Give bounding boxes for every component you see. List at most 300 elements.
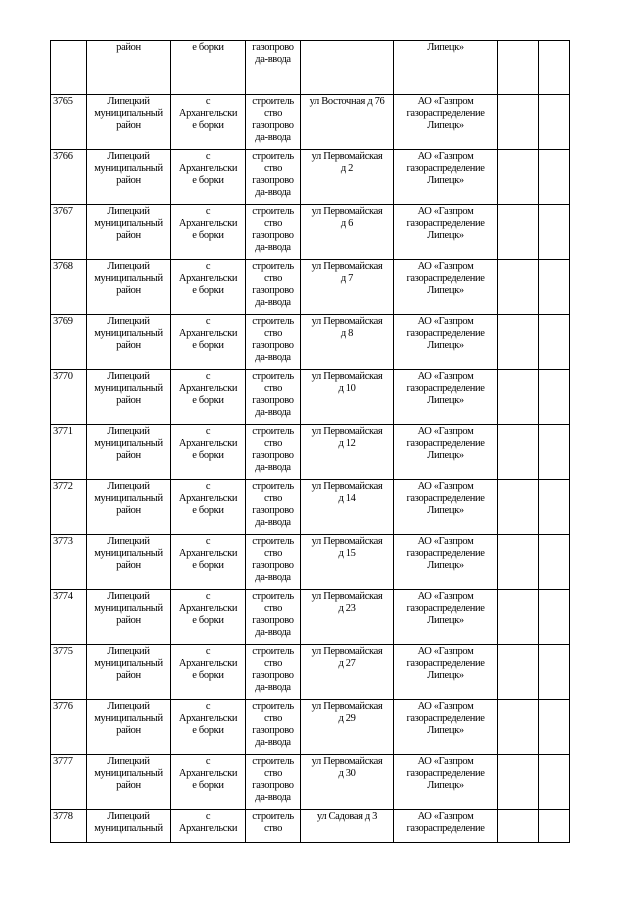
table-row	[51, 755, 570, 810]
cell-district	[87, 755, 171, 810]
cell-text-line: Архангельски	[178, 383, 238, 394]
cell-number: 3775	[51, 645, 87, 700]
cell-number: 3778	[51, 810, 87, 843]
cell-empty	[498, 370, 539, 425]
cell-text-line: Архангельски	[178, 328, 238, 339]
cell-empty	[539, 315, 570, 370]
cell-locality	[171, 645, 246, 700]
cell-text-line: ул Садовая д 3	[316, 811, 378, 822]
table-row	[51, 590, 570, 645]
cell-address	[301, 810, 394, 843]
cell-text-line: Архангельски	[178, 548, 238, 559]
cell-text-line: АО «Газпром	[417, 591, 474, 602]
cell-number	[51, 41, 87, 95]
cell-text-line: ул Первомайская	[311, 426, 383, 437]
cell-text-line: газораспределение	[406, 108, 485, 119]
cell-text-line: ство	[264, 713, 282, 724]
cell-text-line: строитель	[252, 591, 294, 602]
cell-text-line: ул Первомайская	[311, 646, 383, 657]
cell-organization	[394, 810, 498, 843]
cell-district	[87, 95, 171, 150]
cell-text-line: д 8	[340, 328, 354, 339]
cell-text-line: е борки	[192, 450, 224, 461]
cell-text-line: муниципальный	[94, 108, 163, 119]
cell-text-line: газопрово	[252, 120, 294, 131]
cell-text-line: ул Первомайская	[311, 756, 383, 767]
cell-text-line: с	[205, 701, 211, 712]
cell-text-line: ство	[264, 823, 282, 834]
cell-organization	[394, 425, 498, 480]
cell-text-line: муниципальный	[94, 438, 163, 449]
cell-text-line: ство	[264, 383, 282, 394]
cell-text-line: газораспределение	[406, 383, 485, 394]
cell-text-line: АО «Газпром	[417, 261, 474, 272]
cell-locality	[171, 95, 246, 150]
cell-text-line: ул Первомайская	[311, 701, 383, 712]
cell-text-line: Липецкий	[107, 96, 150, 107]
cell-text-line: Липецк»	[427, 450, 464, 461]
table-row	[51, 700, 570, 755]
cell-text-line: Архангельски	[178, 658, 238, 669]
cell-text-line: да-ввода	[255, 737, 291, 748]
cell-text-line: Липецк»	[427, 725, 464, 736]
cell-locality	[171, 370, 246, 425]
cell-text-line: газопрово	[252, 670, 294, 681]
cell-text-line: е борки	[192, 560, 224, 571]
cell-text-line: ство	[264, 768, 282, 779]
cell-text-line: район	[116, 615, 141, 626]
cell-number: 3770	[51, 370, 87, 425]
cell-text-line: Липецкий	[107, 701, 150, 712]
cell-address	[301, 205, 394, 260]
cell-empty	[539, 41, 570, 95]
cell-address	[301, 150, 394, 205]
cell-text-line: Липецкий	[107, 646, 150, 657]
cell-text-line: Архангельски	[178, 438, 238, 449]
cell-text-line: е борки	[192, 42, 224, 53]
cell-empty	[539, 95, 570, 150]
cell-text-line: муниципальный	[94, 768, 163, 779]
cell-text-line: е борки	[192, 780, 224, 791]
cell-district	[87, 645, 171, 700]
cell-text-line: Архангельски	[178, 108, 238, 119]
cell-text-line: АО «Газпром	[417, 426, 474, 437]
table-row	[51, 370, 570, 425]
cell-work-type	[246, 810, 301, 843]
cell-text-line: район	[116, 780, 141, 791]
cell-organization	[394, 370, 498, 425]
cell-empty	[539, 260, 570, 315]
cell-locality	[171, 260, 246, 315]
table-row	[51, 645, 570, 700]
table-row	[51, 260, 570, 315]
cell-district	[87, 480, 171, 535]
cell-text-line: да-ввода	[255, 54, 291, 65]
cell-text-line: ул Первомайская	[311, 371, 383, 382]
cell-work-type	[246, 150, 301, 205]
cell-empty	[539, 700, 570, 755]
cell-text-line: ство	[264, 273, 282, 284]
cell-number: 3773	[51, 535, 87, 590]
cell-number: 3777	[51, 755, 87, 810]
cell-text-line: с	[205, 811, 211, 822]
cell-text-line: АО «Газпром	[417, 756, 474, 767]
cell-text-line: ство	[264, 108, 282, 119]
cell-text-line: Липецк»	[427, 175, 464, 186]
cell-text-line: АО «Газпром	[417, 316, 474, 327]
cell-text-line: муниципальный	[94, 603, 163, 614]
cell-locality	[171, 480, 246, 535]
cell-text-line: да-ввода	[255, 462, 291, 473]
cell-empty	[498, 95, 539, 150]
cell-locality	[171, 205, 246, 260]
table-row	[51, 425, 570, 480]
cell-empty	[498, 755, 539, 810]
cell-text-line: д 23	[338, 603, 356, 614]
cell-text-line: строитель	[252, 206, 294, 217]
cell-text-line: ство	[264, 218, 282, 229]
cell-text-line: е борки	[192, 340, 224, 351]
cell-number: 3771	[51, 425, 87, 480]
cell-text-line: газопрово	[252, 285, 294, 296]
cell-text-line: строитель	[252, 811, 294, 822]
cell-organization	[394, 535, 498, 590]
cell-address	[301, 755, 394, 810]
cell-district	[87, 205, 171, 260]
cell-text-line: район	[116, 725, 141, 736]
cell-text-line: е борки	[192, 670, 224, 681]
cell-empty	[498, 315, 539, 370]
cell-text-line: ул Первомайская	[311, 316, 383, 327]
cell-text-line: газопрово	[252, 560, 294, 571]
cell-empty	[498, 425, 539, 480]
cell-empty	[539, 205, 570, 260]
cell-text-line: да-ввода	[255, 297, 291, 308]
cell-organization	[394, 755, 498, 810]
cell-text-line: строитель	[252, 536, 294, 547]
cell-empty	[498, 480, 539, 535]
cell-text-line: с	[205, 426, 211, 437]
cell-empty	[498, 645, 539, 700]
cell-locality	[171, 535, 246, 590]
cell-text-line: муниципальный	[94, 383, 163, 394]
cell-text-line: муниципальный	[94, 713, 163, 724]
cell-text-line: Липецкий	[107, 481, 150, 492]
cell-text-line: с	[205, 371, 211, 382]
cell-text-line: газораспределение	[406, 163, 485, 174]
cell-organization	[394, 95, 498, 150]
cell-locality	[171, 150, 246, 205]
cell-work-type	[246, 370, 301, 425]
cell-text-line: д 27	[338, 658, 356, 669]
cell-text-line: Липецк»	[427, 395, 464, 406]
cell-district	[87, 370, 171, 425]
cell-text-line: строитель	[252, 371, 294, 382]
cell-work-type	[246, 755, 301, 810]
table-row	[51, 535, 570, 590]
cell-empty	[539, 480, 570, 535]
table-row-continuation	[51, 41, 570, 95]
cell-text-line: муниципальный	[94, 218, 163, 229]
cell-text-line: Липецк»	[427, 340, 464, 351]
cell-text-line: Липецкий	[107, 316, 150, 327]
cell-address	[301, 700, 394, 755]
cell-address	[301, 425, 394, 480]
cell-text-line: строитель	[252, 481, 294, 492]
cell-text-line: район	[116, 175, 141, 186]
cell-address	[301, 95, 394, 150]
cell-text-line: с	[205, 206, 211, 217]
cell-district	[87, 150, 171, 205]
cell-text-line: газораспределение	[406, 713, 485, 724]
cell-text-line: район	[116, 120, 141, 131]
cell-empty	[498, 41, 539, 95]
cell-locality	[171, 425, 246, 480]
cell-text-line: район	[116, 340, 141, 351]
cell-text-line: газопрово	[252, 395, 294, 406]
cell-text-line: район	[116, 42, 141, 53]
cell-text-line: муниципальный	[94, 658, 163, 669]
cell-organization	[394, 590, 498, 645]
cell-text-line: район	[116, 505, 141, 516]
cell-text-line: АО «Газпром	[417, 646, 474, 657]
cell-text-line: АО «Газпром	[417, 811, 474, 822]
cell-text-line: да-ввода	[255, 627, 291, 638]
cell-text-line: газопрово	[252, 450, 294, 461]
cell-text-line: ство	[264, 438, 282, 449]
cell-work-type	[246, 480, 301, 535]
cell-work-type	[246, 590, 301, 645]
cell-number: 3776	[51, 700, 87, 755]
cell-text-line: Архангельски	[178, 273, 238, 284]
cell-text-line: да-ввода	[255, 572, 291, 583]
cell-text-line: муниципальный	[94, 548, 163, 559]
registry-table	[50, 40, 570, 843]
cell-text-line: е борки	[192, 285, 224, 296]
cell-text-line: д 2	[340, 163, 354, 174]
cell-locality	[171, 590, 246, 645]
cell-text-line: ул Первомайская	[311, 261, 383, 272]
cell-text-line: е борки	[192, 395, 224, 406]
cell-text-line: с	[205, 261, 211, 272]
cell-text-line: строитель	[252, 261, 294, 272]
cell-text-line: Липецк»	[427, 560, 464, 571]
cell-organization	[394, 700, 498, 755]
cell-text-line: район	[116, 230, 141, 241]
cell-work-type	[246, 425, 301, 480]
cell-locality	[171, 755, 246, 810]
cell-address	[301, 370, 394, 425]
cell-text-line: газораспределение	[406, 768, 485, 779]
cell-text-line: да-ввода	[255, 517, 291, 528]
cell-text-line: строитель	[252, 426, 294, 437]
cell-address	[301, 590, 394, 645]
cell-text-line: газопрово	[252, 725, 294, 736]
cell-work-type	[246, 315, 301, 370]
cell-text-line: е борки	[192, 725, 224, 736]
cell-text-line: газопрово	[252, 340, 294, 351]
cell-text-line: газораспределение	[406, 823, 485, 834]
cell-text-line: Липецкий	[107, 206, 150, 217]
cell-text-line: Липецкий	[107, 811, 150, 822]
cell-number: 3767	[51, 205, 87, 260]
cell-text-line: район	[116, 450, 141, 461]
cell-empty	[539, 150, 570, 205]
cell-locality	[171, 315, 246, 370]
cell-text-line: ство	[264, 548, 282, 559]
cell-text-line: Архангельски	[178, 823, 238, 834]
cell-empty	[498, 260, 539, 315]
cell-organization	[394, 205, 498, 260]
cell-empty	[539, 590, 570, 645]
cell-text-line: с	[205, 646, 211, 657]
cell-organization	[394, 645, 498, 700]
cell-text-line: ул Первомайская	[311, 206, 383, 217]
cell-district	[87, 700, 171, 755]
cell-text-line: Липецкий	[107, 261, 150, 272]
cell-text-line: АО «Газпром	[417, 206, 474, 217]
cell-number: 3766	[51, 150, 87, 205]
cell-text-line: район	[116, 395, 141, 406]
cell-text-line: АО «Газпром	[417, 536, 474, 547]
cell-text-line: ул Первомайская	[311, 536, 383, 547]
cell-address	[301, 41, 394, 95]
cell-empty	[539, 425, 570, 480]
cell-text-line: газораспределение	[406, 273, 485, 284]
cell-text-line: строитель	[252, 96, 294, 107]
cell-text-line: газораспределение	[406, 493, 485, 504]
cell-text-line: да-ввода	[255, 352, 291, 363]
cell-work-type	[246, 41, 301, 95]
cell-district	[87, 535, 171, 590]
cell-text-line: газораспределение	[406, 548, 485, 559]
cell-address	[301, 315, 394, 370]
cell-empty	[498, 150, 539, 205]
cell-text-line: с	[205, 536, 211, 547]
cell-text-line: да-ввода	[255, 242, 291, 253]
cell-text-line: муниципальный	[94, 493, 163, 504]
cell-empty	[539, 645, 570, 700]
cell-text-line: Липецкий	[107, 591, 150, 602]
cell-text-line: Липецк»	[427, 120, 464, 131]
cell-text-line: Архангельски	[178, 493, 238, 504]
cell-text-line: газопрово	[252, 505, 294, 516]
cell-text-line: д 7	[340, 273, 354, 284]
registry-table-body	[51, 41, 570, 843]
cell-text-line: д 12	[338, 438, 356, 449]
cell-text-line: д 10	[338, 383, 356, 394]
cell-text-line: д 14	[338, 493, 356, 504]
cell-text-line: да-ввода	[255, 132, 291, 143]
cell-text-line: строитель	[252, 646, 294, 657]
cell-empty	[498, 810, 539, 843]
cell-district	[87, 41, 171, 95]
cell-text-line: газораспределение	[406, 218, 485, 229]
cell-number: 3772	[51, 480, 87, 535]
cell-district	[87, 260, 171, 315]
cell-text-line: да-ввода	[255, 407, 291, 418]
cell-text-line: район	[116, 285, 141, 296]
table-row	[51, 95, 570, 150]
table-row-last	[51, 810, 570, 843]
cell-text-line: Липецкий	[107, 536, 150, 547]
cell-text-line: ство	[264, 328, 282, 339]
cell-text-line: Липецк»	[427, 780, 464, 791]
cell-text-line: газопрово	[252, 230, 294, 241]
cell-text-line: ул Первомайская	[311, 151, 383, 162]
cell-district	[87, 315, 171, 370]
cell-text-line: муниципальный	[94, 273, 163, 284]
cell-work-type	[246, 700, 301, 755]
cell-text-line: Липецк»	[427, 615, 464, 626]
cell-empty	[498, 700, 539, 755]
cell-work-type	[246, 535, 301, 590]
cell-text-line: муниципальный	[94, 328, 163, 339]
cell-locality	[171, 810, 246, 843]
cell-empty	[539, 755, 570, 810]
cell-work-type	[246, 645, 301, 700]
cell-text-line: АО «Газпром	[417, 701, 474, 712]
table-row	[51, 480, 570, 535]
cell-text-line: ство	[264, 493, 282, 504]
cell-text-line: район	[116, 670, 141, 681]
cell-text-line: Липецк»	[427, 505, 464, 516]
cell-address	[301, 645, 394, 700]
cell-number: 3768	[51, 260, 87, 315]
cell-text-line: строитель	[252, 701, 294, 712]
cell-text-line: газопрово	[252, 615, 294, 626]
cell-empty	[498, 590, 539, 645]
cell-text-line: Липецкий	[107, 756, 150, 767]
cell-work-type	[246, 95, 301, 150]
cell-text-line: с	[205, 316, 211, 327]
cell-organization	[394, 260, 498, 315]
cell-text-line: газопрово	[252, 42, 294, 53]
cell-district	[87, 425, 171, 480]
cell-text-line: Архангельски	[178, 218, 238, 229]
cell-text-line: Липецк»	[427, 42, 464, 53]
cell-text-line: строитель	[252, 151, 294, 162]
cell-text-line: ул Первомайская	[311, 481, 383, 492]
cell-text-line: Архангельски	[178, 163, 238, 174]
cell-text-line: е борки	[192, 615, 224, 626]
cell-text-line: ул Первомайская	[311, 591, 383, 602]
cell-text-line: да-ввода	[255, 792, 291, 803]
cell-work-type	[246, 260, 301, 315]
cell-text-line: д 30	[338, 768, 356, 779]
cell-text-line: ство	[264, 658, 282, 669]
cell-text-line: д 6	[340, 218, 354, 229]
cell-district	[87, 810, 171, 843]
cell-text-line: с	[205, 756, 211, 767]
cell-text-line: строитель	[252, 316, 294, 327]
cell-text-line: с	[205, 591, 211, 602]
cell-text-line: е борки	[192, 175, 224, 186]
table-row	[51, 205, 570, 260]
cell-text-line: да-ввода	[255, 187, 291, 198]
cell-text-line: муниципальный	[94, 823, 163, 834]
cell-text-line: газораспределение	[406, 328, 485, 339]
cell-text-line: д 29	[338, 713, 356, 724]
cell-organization	[394, 41, 498, 95]
cell-text-line: да-ввода	[255, 682, 291, 693]
cell-text-line: с	[205, 481, 211, 492]
cell-organization	[394, 150, 498, 205]
cell-number: 3769	[51, 315, 87, 370]
cell-empty	[539, 370, 570, 425]
cell-text-line: ул Восточная д 76	[309, 96, 385, 107]
cell-text-line: Липецкий	[107, 426, 150, 437]
